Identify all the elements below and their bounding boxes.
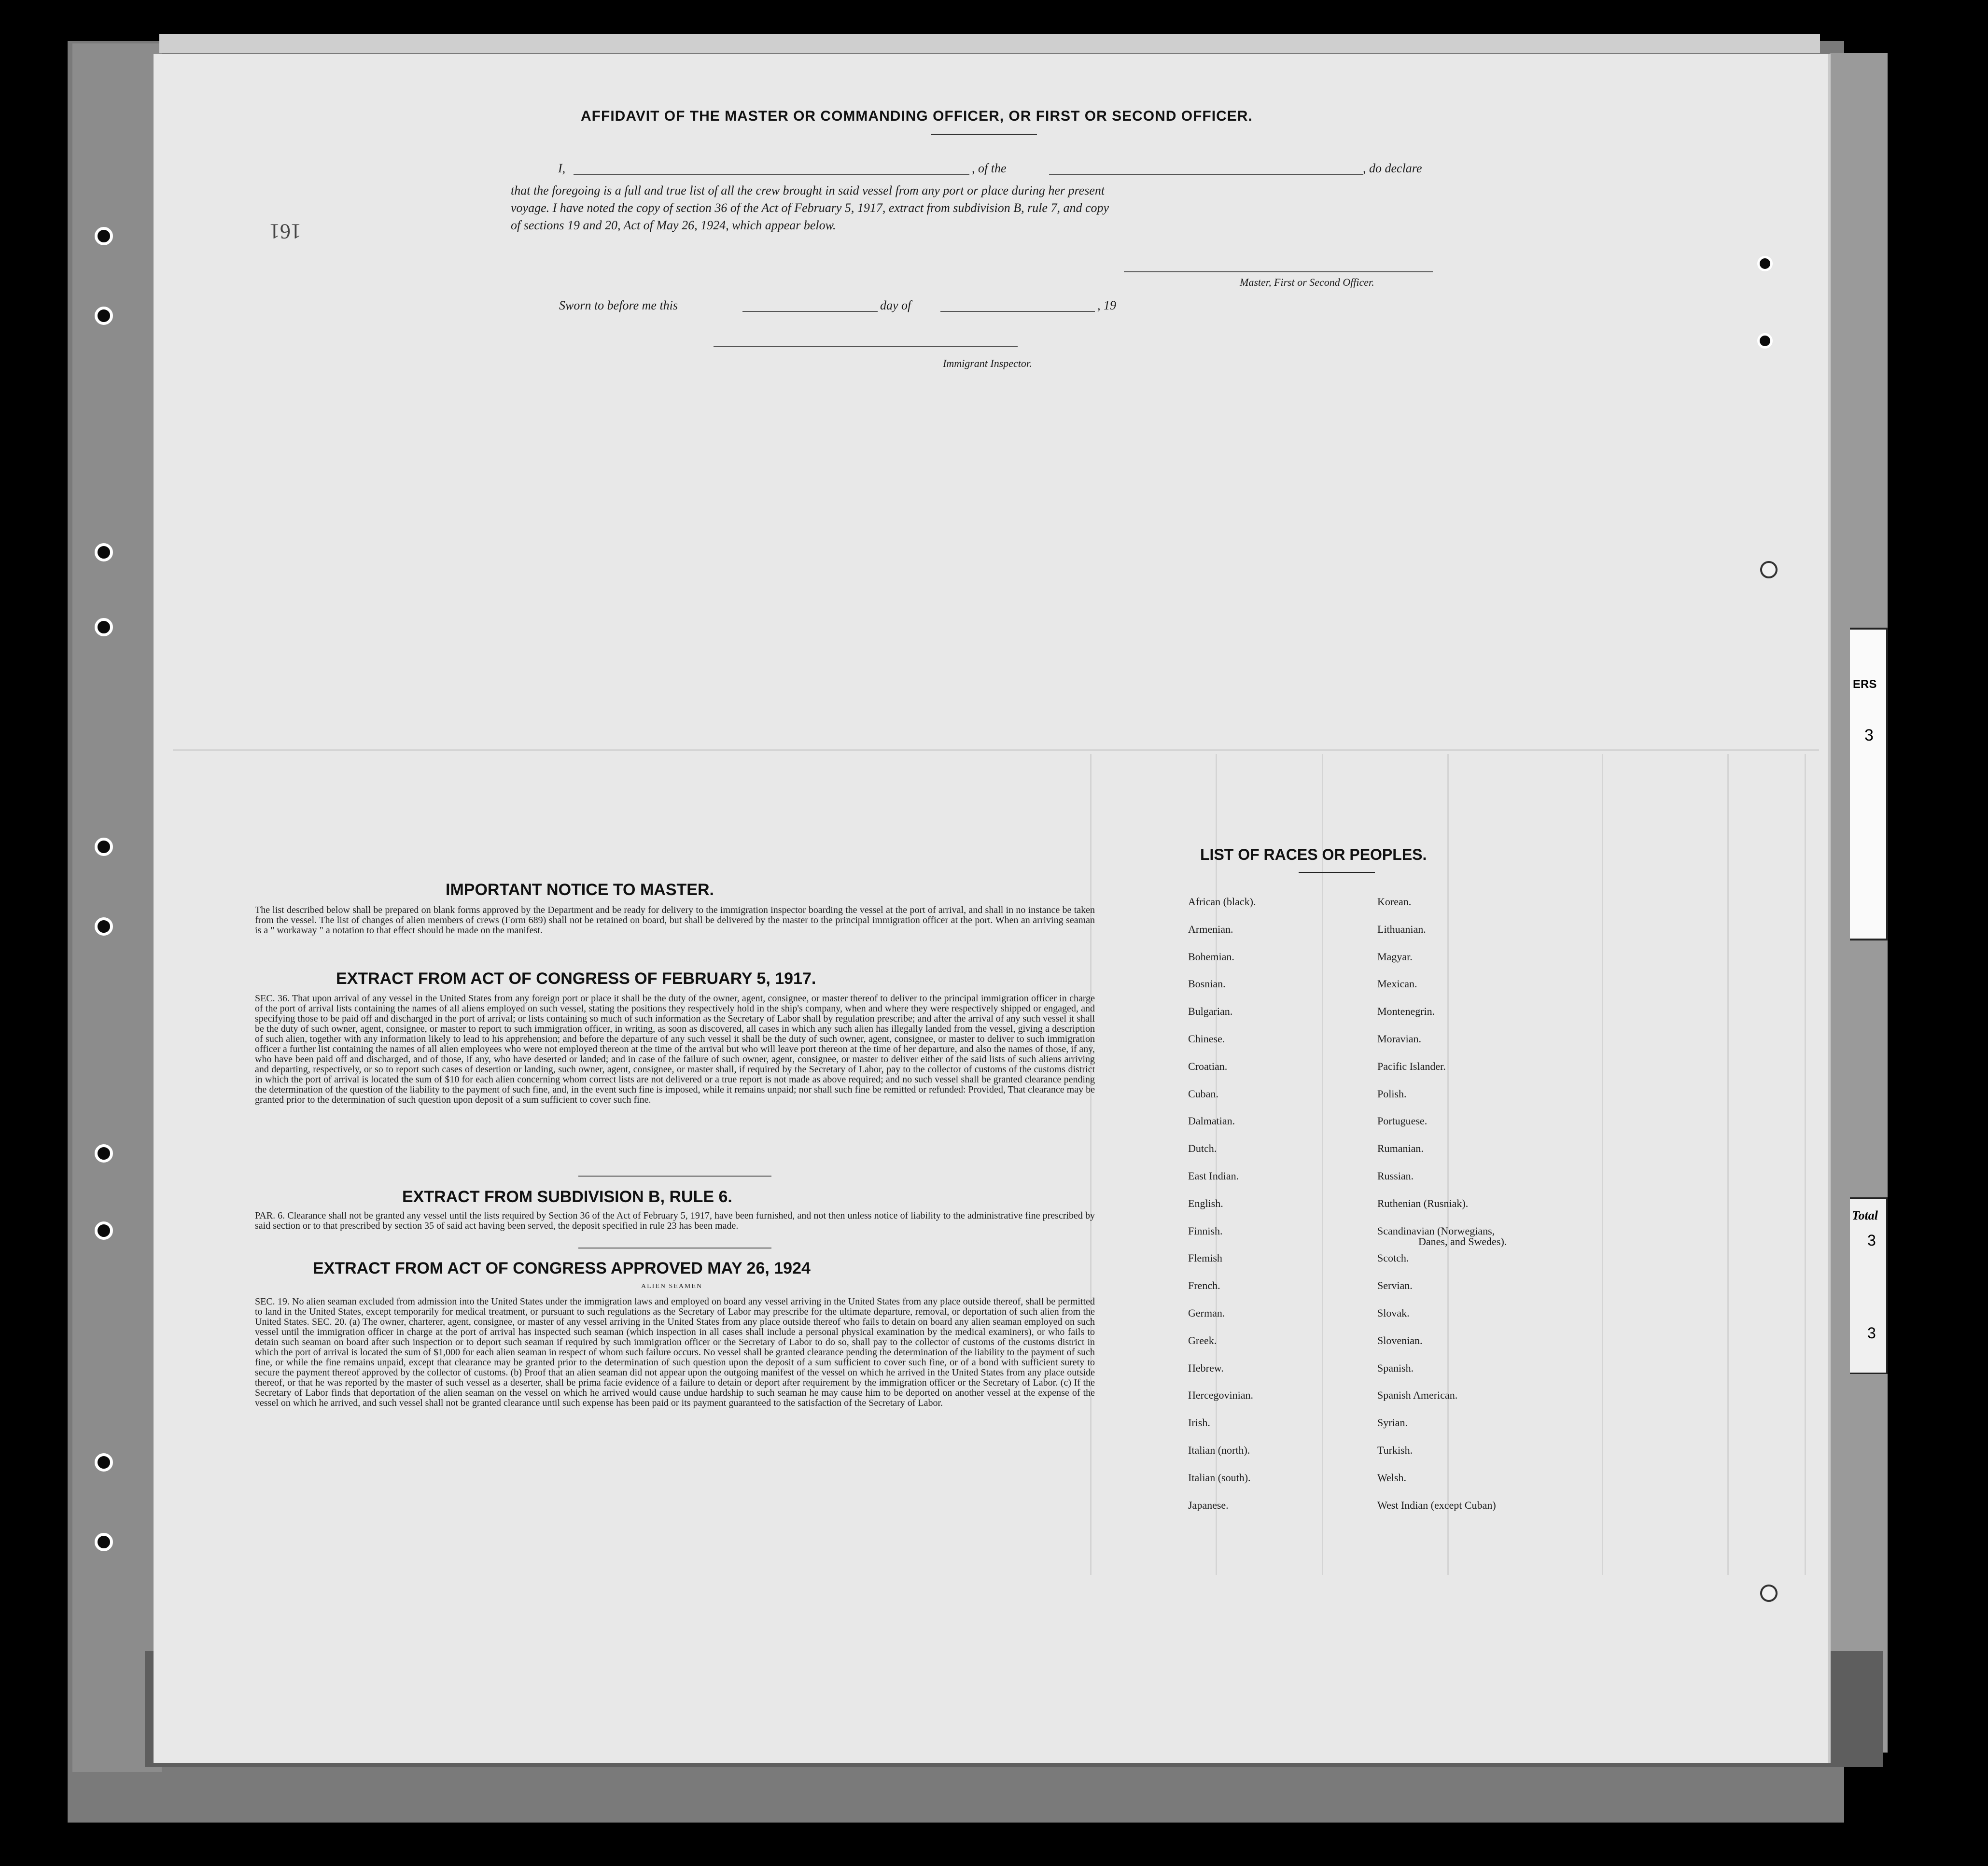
grid-line — [1602, 754, 1603, 1575]
rule6-text: PAR. 6. Clearance shall not be granted any vessel until the lists required by Section 36 of the Act of February 5, 1917, have been furnished, and not then unless notice of liability to the administrative fine prescribed by said section or to that prescribed by section 35 of said act having been served, the deposit specified in rule 23 has been made. — [255, 1210, 1095, 1231]
race-item: German. — [1188, 1307, 1225, 1319]
race-item: French. — [1188, 1279, 1220, 1291]
grid-line — [1727, 754, 1729, 1575]
binder-strip — [72, 43, 162, 1772]
race-item: Turkish. — [1377, 1444, 1413, 1456]
race-scandinavian-continued: Danes, and Swedes). — [1418, 1235, 1507, 1248]
binder-hole — [95, 618, 113, 636]
race-item: Italian (north). — [1188, 1444, 1250, 1456]
grid-line — [1090, 754, 1092, 1575]
race-item: Montenegrin. — [1377, 1005, 1435, 1017]
grid-line — [173, 749, 1819, 751]
side-tab-number: 3 — [1864, 726, 1874, 744]
section-divider — [578, 1248, 771, 1249]
binder-hole — [95, 543, 113, 561]
race-item: Hercegovinian. — [1188, 1389, 1253, 1401]
binder-hole — [1757, 333, 1773, 349]
inspector-signature-line[interactable] — [714, 346, 1018, 347]
race-item: Ruthenian (Rusniak). — [1377, 1197, 1469, 1209]
race-item: Pacific Islander. — [1377, 1060, 1446, 1072]
vessel-blank[interactable] — [1049, 174, 1363, 175]
race-item: Dutch. — [1188, 1142, 1217, 1154]
race-item: Magyar. — [1377, 951, 1413, 963]
race-item: Scotch. — [1377, 1252, 1409, 1264]
race-item: Cuban. — [1188, 1088, 1218, 1100]
affidavit-title: AFFIDAVIT OF THE MASTER OR COMMANDING OFFICER, OR FIRST OR SECOND OFFICER. — [581, 108, 1253, 124]
race-item: Dalmatian. — [1188, 1115, 1235, 1127]
race-item: Flemish — [1188, 1252, 1222, 1264]
race-item: Spanish. — [1377, 1362, 1414, 1374]
race-item: Slovak. — [1377, 1307, 1410, 1319]
race-item: Armenian. — [1188, 923, 1233, 935]
affidavit-of-the: , of the — [972, 161, 1007, 175]
side-tab-label: ERS — [1853, 678, 1877, 691]
race-item: Hebrew. — [1188, 1362, 1224, 1374]
section-divider — [578, 1176, 771, 1177]
affidavit-do-declare: , do declare — [1363, 161, 1422, 175]
race-item: West Indian (except Cuban) — [1377, 1499, 1496, 1511]
race-item: Portuguese. — [1377, 1115, 1428, 1127]
binder-hole — [95, 1144, 113, 1163]
race-item: Syrian. — [1377, 1417, 1408, 1429]
race-item: Japanese. — [1188, 1499, 1229, 1511]
side-tab-upper — [1850, 628, 1888, 940]
race-item: East Indian. — [1188, 1170, 1239, 1182]
title-rule — [931, 134, 1037, 135]
notice-title: IMPORTANT NOTICE TO MASTER. — [446, 881, 714, 899]
sworn-month-blank[interactable] — [940, 311, 1095, 312]
name-blank[interactable] — [574, 174, 969, 175]
race-item: Italian (south). — [1188, 1472, 1251, 1484]
affidavit-i: I, — [558, 161, 566, 175]
race-item: Croatian. — [1188, 1060, 1228, 1072]
race-item: Bosnian. — [1188, 978, 1226, 990]
race-item: Polish. — [1377, 1088, 1407, 1100]
master-signature-line[interactable] — [1124, 271, 1433, 272]
race-item: Finnish. — [1188, 1225, 1223, 1237]
extract-1917-title: EXTRACT FROM ACT OF CONGRESS OF FEBRUARY 5, 1917. — [336, 969, 816, 988]
race-item: Moravian. — [1377, 1033, 1422, 1045]
underlying-page-top — [159, 34, 1820, 53]
extract-1924-text: SEC. 19. No alien seaman excluded from admission into the United States under the immigration laws and employed on board any vessel arriving in the United States from any place outside thereof, shall be permitted to land in the United States, except temporarily for medical treatment, or pursuant to such regulations as the Secretary of Labor may prescribe for the ultimate departure, removal, or deportation of such alien from the United States. SEC. 20. (a) The owner, charterer, agent, consignee, or master of any vessel arriving in the United States from any place outside thereof who fails to detain on board any alien seaman employed on such vessel until the immigration officer in charge at the port of arrival has inspected such seaman (which inspection in all cases shall include a personal physical examination by the medical examiners), or who fails to detain such seaman on board after such inspection or to deport such seaman if required by such immigration officer or the Secretary of Labor to do so, shall pay to the collector of customs of the customs district in which the port of arrival is located the sum of $1,000 for each alien seaman in respect of whom such failure occurs. No vessel shall be granted clearance pending the determination of the liability to the payment of such fine, or while the fine remains unpaid, except that clearance may be granted prior to the determination of such question upon the deposit of a sum sufficient to cover such fine, or of a bond with sufficient surety to secure the payment thereof approved by the collector of customs. (b) Proof that an alien seaman did not appear upon the outgoing manifest of the vessel on which he arrived in the United States from any place outside thereof, or that he was reported by the master of such vessel as a deserter, shall be prima facie evidence of a failure to detain or deport after requirement by the immigration officer or the Secretary of Labor. (c) If the Secretary of Labor finds that deportation of the alien seaman on the vessel on which he arrived would cause undue hardship to such seaman he may cause him to be deported on another vessel at the expense of the vessel on which he arrived, and such vessel shall not be granted clearance until such expense has been paid or its payment guaranteed to the satisfaction of the Secretary of Labor. — [255, 1296, 1095, 1408]
race-item: Slovenian. — [1377, 1334, 1423, 1347]
binder-hole — [95, 1453, 113, 1472]
races-title-rule — [1299, 872, 1375, 873]
binder-hole — [95, 227, 113, 245]
binder-hole — [95, 307, 113, 325]
extract-1917-text: SEC. 36. That upon arrival of any vessel in the United States from any foreign port or place it shall be the duty of the owner, agent, consignee, or master thereof to deliver to the principal immigration officer in charge of the port of arrival lists containing the names of all aliens employed on such vessel, stating the positions they respectively hold in the ship's company, when and where they were respectively shipped or engaged, and specifying those to be paid off and discharged in the port of arrival; or lists containing so much of such information as the Secretary of Labor shall by regulation prescribe; and after the arrival of any such vessel it shall be the duty of such owner, agent, consignee, or master to report to such immigration officer, in writing, as soon as discovered, all cases in which any such alien has illegally landed from the vessel, giving a description of such alien, together with any information likely to lead to his apprehension; and before the departure of any such vessel it shall be the duty of such owner, agent, consignee, or master to deliver to such immigration officer a further list containing the names of all alien employees who were not employed thereon at the time of the arrival but who will leave port thereon at the time of her departure, and also the names of those, if any, who have been paid off and discharged, and of those, if any, who have deserted or landed; and in case of the failure of such owner, agent, consignee, or master to deliver either of the said lists of such aliens arriving and departing, respectively, or so to report such cases of desertion or landing, such owner, agent, consignee, or master shall, if required by the Secretary of Labor, pay to the collector of customs of the customs district in which the port of arrival is located the sum of $10 for each alien concerning whom correct lists are not delivered or a true report is not made as above required; and no such vessel shall be granted clearance pending the determination of the question of the liability to the payment of such fine, and, in the event such fine is imposed, while it remains unpaid; nor shall such fine be remitted or refunded: Provided, That clearance may be granted prior to the determination of such question upon deposit of a sum sufficient to cover such fine. — [255, 993, 1095, 1105]
rule6-title: EXTRACT FROM SUBDIVISION B, RULE 6. — [402, 1188, 732, 1206]
affidavit-line-4: of sections 19 and 20, Act of May 26, 1924, which appear below. — [511, 218, 836, 232]
binder-hole — [95, 1533, 113, 1551]
side-tab-total-1: 3 — [1867, 1232, 1876, 1249]
race-item: Scandinavian (Norwegians, — [1377, 1225, 1495, 1237]
grid-line — [1322, 754, 1323, 1575]
binder-hole — [95, 838, 113, 856]
race-item: Irish. — [1188, 1417, 1210, 1429]
races-title: LIST OF RACES OR PEOPLES. — [1200, 846, 1427, 863]
race-item: Chinese. — [1188, 1033, 1225, 1045]
race-item: English. — [1188, 1197, 1223, 1209]
ring-hole — [1760, 1585, 1778, 1602]
sworn-label: Sworn to before me this — [559, 298, 678, 312]
race-item: Bulgarian. — [1188, 1005, 1233, 1017]
grid-line — [1447, 754, 1449, 1575]
race-item: Russian. — [1377, 1170, 1414, 1182]
side-tab-total-label: Total — [1852, 1208, 1878, 1222]
year-label: , 19 — [1097, 298, 1116, 312]
binder-hole — [1757, 256, 1773, 271]
master-signature-label: Master, First or Second Officer. — [1240, 276, 1374, 288]
race-item: Mexican. — [1377, 978, 1417, 990]
race-item: Servian. — [1377, 1279, 1413, 1291]
binder-hole — [95, 917, 113, 936]
affidavit-line-2: that the foregoing is a full and true list of all the crew brought in said vessel from any port or place during her present — [511, 183, 1105, 197]
race-item: Bohemian. — [1188, 951, 1234, 963]
binder-hole — [95, 1221, 113, 1240]
margin-stamp: 161 — [269, 220, 301, 243]
ring-hole — [1760, 561, 1778, 578]
day-of-label: day of — [880, 298, 911, 312]
race-item: Korean. — [1377, 896, 1412, 908]
side-tab-lower — [1850, 1197, 1888, 1374]
extract-1924-title: EXTRACT FROM ACT OF CONGRESS APPROVED MAY 26, 1924 — [313, 1259, 811, 1277]
document-page — [154, 54, 1831, 1763]
race-item: Rumanian. — [1377, 1142, 1424, 1154]
race-item: Spanish American. — [1377, 1389, 1458, 1401]
notice-text: The list described below shall be prepared on blank forms approved by the Department and be ready for delivery to the immigration inspector boarding the vessel at the port of arrival, and shall in no instance be taken from the vessel. The list of changes of alien members of crews (Form 689) shall not be retained on board, but shall be delivered by the master to the principal immigration officer at the port. When an arriving seaman is a " workaway " a notation to that effect should be made on the manifest. — [255, 905, 1095, 936]
extract-1924-subtitle: ALIEN SEAMEN — [641, 1283, 703, 1290]
affidavit-line-3: voyage. I have noted the copy of section 36 of the Act of February 5, 1917, extract from subdivision B, rule 7, and copy — [511, 201, 1109, 215]
race-item: Greek. — [1188, 1334, 1217, 1347]
race-item: Lithuanian. — [1377, 923, 1426, 935]
side-tab-total-2: 3 — [1867, 1324, 1876, 1342]
inspector-label: Immigrant Inspector. — [943, 357, 1032, 369]
grid-line — [1805, 754, 1806, 1575]
race-item: African (black). — [1188, 896, 1256, 908]
sworn-day-blank[interactable] — [742, 311, 878, 312]
race-item: Welsh. — [1377, 1472, 1406, 1484]
